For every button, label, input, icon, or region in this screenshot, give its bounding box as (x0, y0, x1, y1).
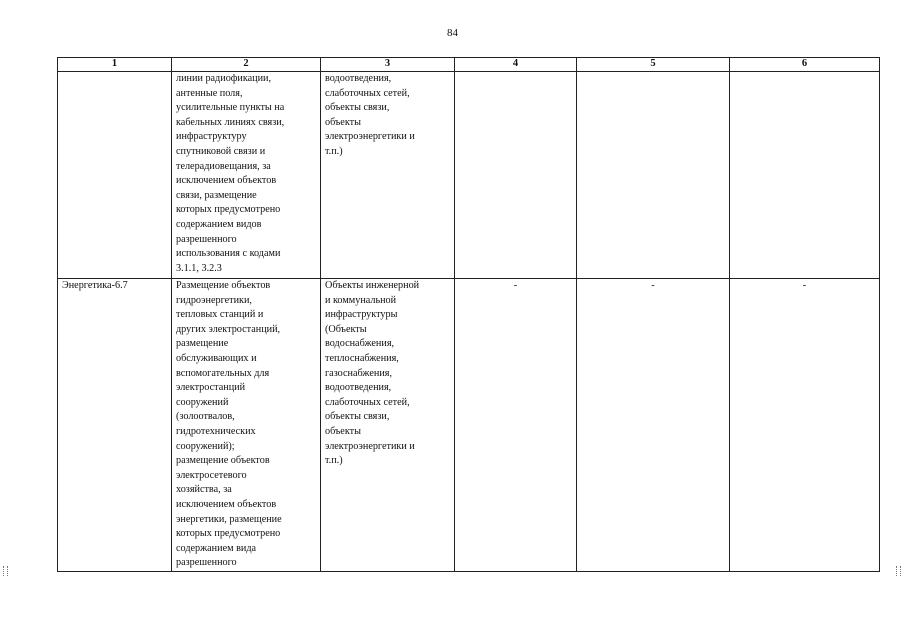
cell-text-line: тепловых станций и (176, 309, 264, 321)
cell-text-line: электроэнергетики и (325, 131, 415, 143)
cell-text-line: линии радиофикации, (176, 73, 272, 84)
cell-text-line: гидроэнергетики, (176, 294, 252, 306)
cell-text-line: гидротехнических (176, 425, 256, 437)
cell-text-line: обслуживающих и (176, 352, 257, 364)
table-header-row (58, 58, 880, 72)
cell-text-line: электроэнергетики и (325, 440, 415, 452)
cell-text-line: Размещение объектов (176, 280, 271, 291)
cell-text-line: электросетевого (176, 469, 247, 481)
cell-text-line: слаботочных сетей, (325, 396, 410, 408)
cell-use-type (58, 279, 172, 572)
scan-margin-mark (896, 566, 901, 576)
cell-text-line: антенные поля, (176, 87, 243, 99)
cell-col-5 (577, 72, 730, 279)
cell-col-5: - (577, 279, 730, 572)
column-header-3: 3 (321, 58, 455, 72)
cell-text-line: исключением объектов (176, 498, 277, 510)
cell-text-line: (золоотвалов, (176, 411, 235, 423)
cell-text-line: связи, размещение (176, 189, 257, 201)
cell-text-line: которых предусмотрено (176, 204, 281, 216)
cell-text-line: т.п.) (325, 145, 343, 157)
cell-use-description (172, 72, 321, 279)
column-header-2: 2 (172, 58, 321, 72)
cell-related-objects (321, 72, 455, 279)
cell-text-line: инфраструктуру (176, 131, 247, 143)
column-header-1: 1 (58, 58, 172, 72)
cell-text-line: теплоснабжения, (325, 352, 399, 364)
table-row (58, 279, 880, 572)
cell-text-line: Объекты инженерной (325, 280, 420, 291)
column-header-6: 6 (730, 58, 880, 72)
cell-text-line: (Объекты (325, 323, 367, 335)
cell-text-line: разрешенного (176, 557, 237, 569)
cell-text-line: других электростанций, (176, 323, 281, 335)
cell-text-line: 3.1.1, 3.2.3 (176, 262, 222, 274)
cell-text-line: телерадиовещания, за (176, 160, 271, 172)
cell-col-6: - (730, 279, 880, 572)
cell-text-line: объекты (325, 116, 361, 128)
cell-use-description (172, 279, 321, 572)
cell-text-line: содержанием вида (176, 542, 257, 554)
cell-text-line: спутниковой связи и (176, 145, 266, 157)
cell-related-objects (321, 279, 455, 572)
cell-text-line: газоснабжения, (325, 367, 392, 379)
cell-text-line: сооружений); (176, 440, 235, 452)
cell-text-line: кабельных линиях связи, (176, 116, 285, 128)
cell-text-line: вспомогательных для (176, 367, 270, 379)
cell-text-line: и коммунальной (325, 294, 397, 306)
cell-text-line: исключением объектов (176, 175, 277, 187)
cell-text-line: усилительные пункты на (176, 102, 285, 114)
zoning-table (57, 57, 880, 572)
column-header-5: 5 (577, 58, 730, 72)
cell-text-line: энергетики, размещение (176, 513, 282, 525)
cell-col-4 (455, 72, 577, 279)
cell-text-line: хозяйства, за (176, 484, 232, 496)
cell-text-line: использования с кодами (176, 248, 281, 260)
cell-col-4: - (455, 279, 577, 572)
cell-text-line: сооружений (176, 396, 229, 408)
table-row (58, 72, 880, 279)
cell-text-line: водоснабжения, (325, 338, 395, 350)
page-number: 84 (447, 27, 458, 39)
cell-text-line: размещение (176, 338, 229, 350)
cell-text-line: Энергетика-6.7 (62, 280, 128, 291)
cell-col-6 (730, 72, 880, 279)
cell-text-line: водоотведения, (325, 382, 392, 394)
cell-text-line: слаботочных сетей, (325, 87, 410, 99)
cell-text-line: объекты связи, (325, 102, 390, 114)
cell-use-type (58, 72, 172, 279)
cell-text-line: т.п.) (325, 455, 343, 467)
cell-text-line: объекты (325, 425, 361, 437)
cell-text-line: размещение объектов (176, 455, 270, 467)
cell-text-line: водоотведения, (325, 73, 392, 84)
scan-margin-mark (3, 566, 8, 576)
cell-text-line: которых предусмотрено (176, 528, 281, 540)
cell-text-line: электростанций (176, 382, 246, 394)
cell-text-line: разрешенного (176, 233, 237, 245)
cell-text-line: объекты связи, (325, 411, 390, 423)
cell-text-line: содержанием видов (176, 218, 262, 230)
column-header-4: 4 (455, 58, 577, 72)
cell-text-line: инфраструктуры (325, 309, 398, 321)
